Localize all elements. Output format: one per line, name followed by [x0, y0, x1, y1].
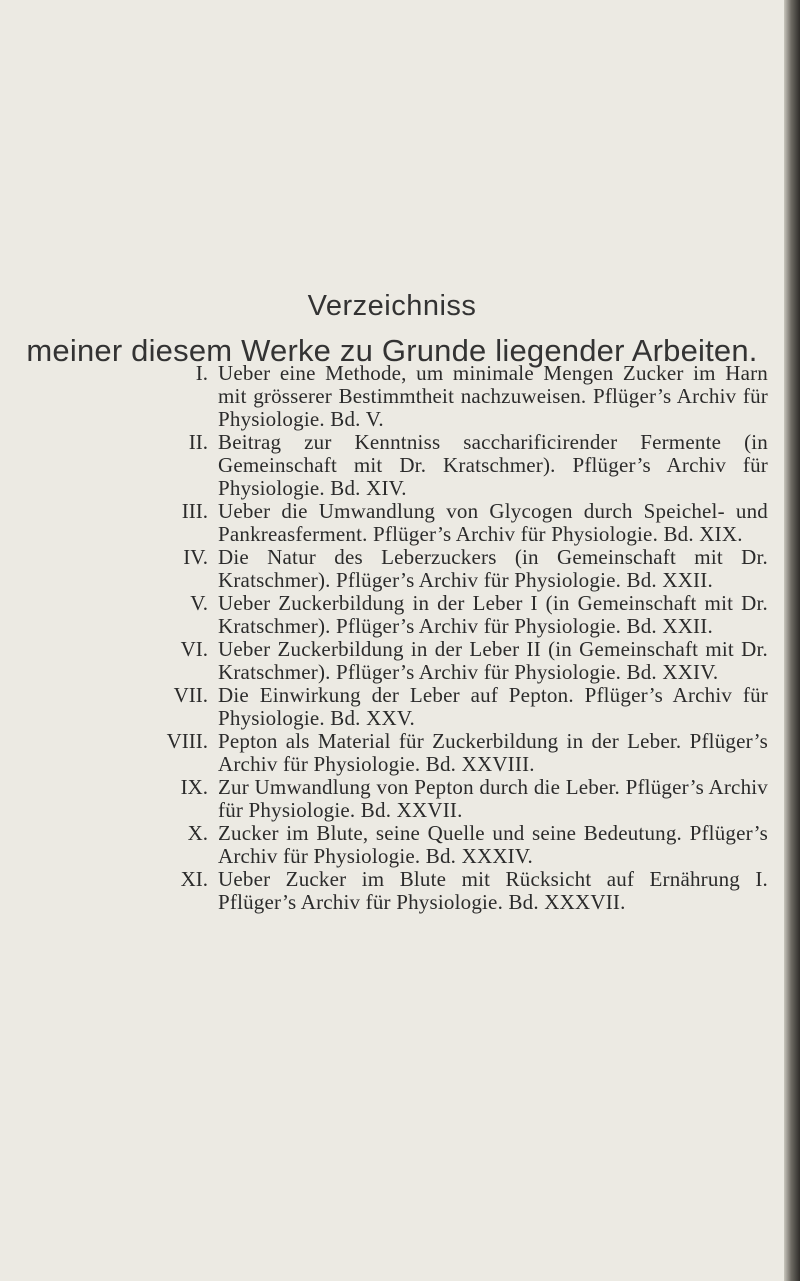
entry-number: I. — [195, 361, 208, 385]
entry-text: Ueber Zuckerbildung in der Leber I (in Gemeinschaft mit Dr. Kratschmer). Pflüger’s Archiv für Physiologie. Bd. XXII. — [218, 591, 768, 638]
entry-text: Ueber eine Methode, um minimale Mengen Zucker im Harn mit grösserer Bestimmtheit nachzuweisen. Pflüger’s Archiv für Physiologie. Bd. V. — [218, 361, 768, 431]
list-item — [0, 500, 784, 546]
list-item — [0, 776, 784, 822]
list-item — [0, 868, 784, 914]
list-item — [0, 730, 784, 776]
list-item — [0, 638, 784, 684]
list-item — [0, 592, 784, 638]
entry-number: X. — [187, 821, 208, 845]
list-item — [0, 431, 784, 500]
list-item — [0, 684, 784, 730]
entry-text: Zur Umwandlung von Pepton durch die Leber. Pflüger’s Archiv für Physiologie. Bd. XXVII. — [218, 775, 768, 822]
entry-text: Die Einwirkung der Leber auf Pepton. Pflüger’s Archiv für Physiologie. Bd. XXV. — [218, 683, 768, 730]
entry-number: VIII. — [166, 729, 208, 753]
entry-text: Zucker im Blute, seine Quelle und seine Bedeutung. Pflüger’s Archiv für Physiologie. Bd. XXXIV. — [218, 821, 768, 868]
list-item — [0, 822, 784, 868]
entry-number: XI. — [180, 867, 208, 891]
page-title: Verzeichniss — [307, 290, 477, 322]
entry-number: IV. — [183, 545, 208, 569]
entry-text: Beitrag zur Kenntniss saccharificirender Fermente (in Gemeinschaft mit Dr. Kratschmer). Pflüger’s Archiv für Physiologie. Bd. XIV. — [218, 430, 768, 500]
entry-text: Ueber Zuckerbildung in der Leber II (in Gemeinschaft mit Dr. Kratschmer). Pflüger’s Archiv für Physiologie. Bd. XXIV. — [218, 637, 768, 684]
entry-number: IX. — [180, 775, 208, 799]
entry-text: Ueber Zucker im Blute mit Rücksicht auf Ernährung I. Pflüger’s Archiv für Physiologie. Bd. XXXVII. — [218, 867, 768, 914]
list-item — [0, 362, 784, 431]
entry-text: Ueber die Umwandlung von Glycogen durch Speichel- und Pankreasferment. Pflüger’s Archiv für Physiologie. Bd. XIX. — [218, 499, 768, 546]
entry-text: Pepton als Material für Zuckerbildung in der Leber. Pflüger’s Archiv für Physiologie. Bd. XXVIII. — [218, 729, 768, 776]
entry-number: II. — [188, 430, 208, 454]
publication-list — [0, 362, 784, 914]
entry-number: V. — [190, 591, 208, 615]
page-subtitle: meiner diesem Werke zu Grunde liegender Arbeiten. — [26, 333, 758, 368]
entry-number: III. — [181, 499, 208, 523]
entry-number: VI. — [180, 637, 208, 661]
page-edge-shadow — [784, 0, 800, 1281]
list-item — [0, 546, 784, 592]
entry-number: VII. — [173, 683, 208, 707]
entry-text: Die Natur des Leberzuckers (in Gemeinschaft mit Dr. Kratschmer). Pflüger’s Archiv für Physiologie. Bd. XXII. — [218, 545, 768, 592]
